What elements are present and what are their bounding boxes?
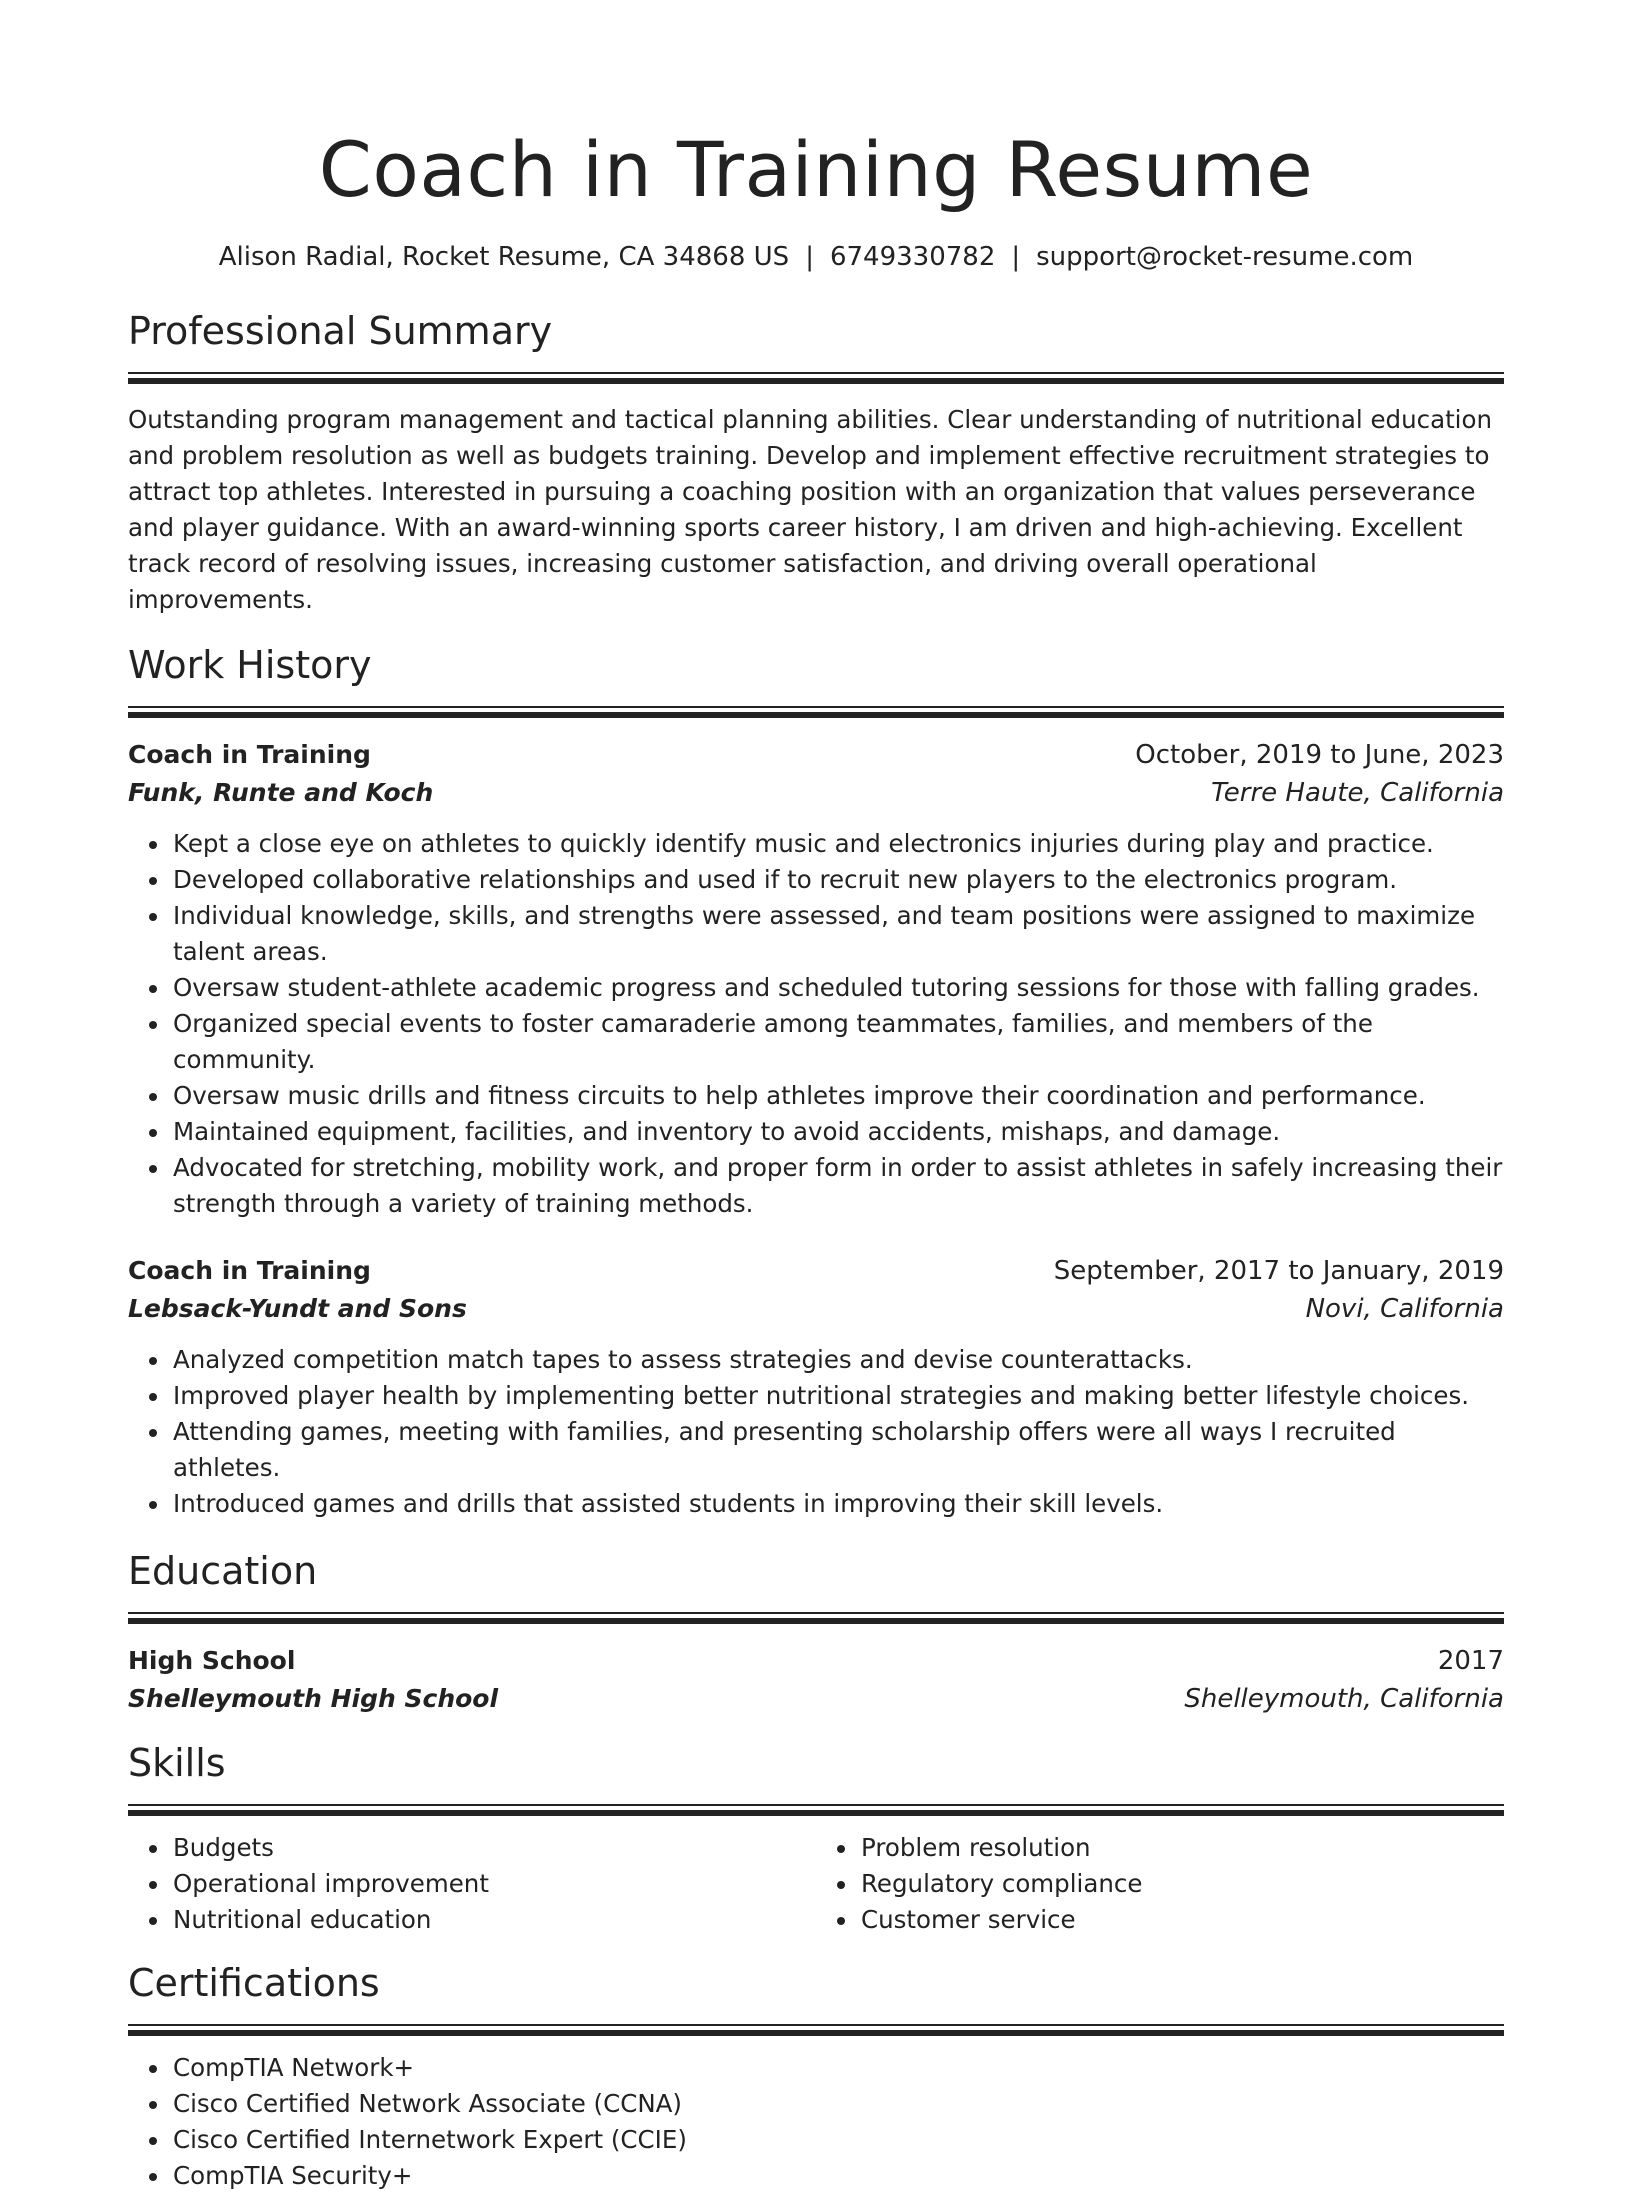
- job-bullet: • Attending games, meeting with families, and presenting scholarship offers were all ways I recruited athletes.: [171, 1414, 1504, 1486]
- certification-item: • CompTIA Security+: [171, 2158, 1504, 2194]
- certification-item: • Cisco Certified Internetwork Expert (CCIE): [171, 2122, 1504, 2158]
- education-entry: [128, 1642, 1504, 1718]
- skill-item: • Customer service: [859, 1902, 1504, 1938]
- job-subheader-row: [128, 1290, 1504, 1328]
- job-bullet: • Advocated for stretching, mobility work, and proper form in order to assist athletes in safely increasing their strength through a variety of training methods.: [171, 1150, 1504, 1222]
- education-subheader-row: [128, 1680, 1504, 1718]
- job-bullet: • Maintained equipment, facilities, and inventory to avoid accidents, mishaps, and damage.: [171, 1114, 1504, 1150]
- job-title: Coach in Training: [128, 740, 371, 769]
- contact-separator: |: [1011, 242, 1021, 272]
- section-certifications: [128, 1958, 1504, 2194]
- skill-item: • Nutritional education: [171, 1902, 816, 1938]
- skill-item: • Budgets: [171, 1830, 816, 1866]
- job-bullets: [128, 826, 1504, 1222]
- certifications-list: [128, 2050, 1504, 2194]
- section-education: [128, 1546, 1504, 1718]
- section-heading: Professional Summary: [128, 309, 553, 353]
- section-divider: [128, 372, 1504, 384]
- job-dates: September, 2017 to January, 2019: [1053, 1256, 1504, 1286]
- job-header-row: [128, 736, 1504, 774]
- contact-line: [128, 240, 1504, 274]
- job-entry: [128, 736, 1504, 1222]
- contact-separator: |: [805, 242, 814, 272]
- job-bullet: • Organized special events to foster camaraderie among teammates, families, and members of the community.: [171, 1006, 1504, 1078]
- job-company: Lebsack-Yundt and Sons: [128, 1294, 467, 1323]
- job-bullet: • Analyzed competition match tapes to assess strategies and devise counterattacks.: [171, 1342, 1504, 1378]
- section-heading: Work History: [128, 643, 372, 687]
- skills-grid: [128, 1830, 1504, 1938]
- job-entry: [128, 1252, 1504, 1522]
- section-divider: [128, 2024, 1504, 2036]
- section-divider: [128, 706, 1504, 718]
- education-location: Shelleymouth, California: [1184, 1684, 1504, 1714]
- certification-item: • Cisco Certified Network Associate (CCNA): [171, 2086, 1504, 2122]
- section-work-history: [128, 640, 1504, 1522]
- resume-title: Coach in Training Resume: [318, 125, 1314, 214]
- job-bullet: • Developed collaborative relationships and used if to recruit new players to the electronics program.: [171, 862, 1504, 898]
- education-degree: High School: [128, 1646, 296, 1675]
- section-summary: [128, 306, 1504, 618]
- job-bullet: • Oversaw music drills and fitness circuits to help athletes improve their coordination and performance.: [171, 1078, 1504, 1114]
- contact-phone: 6749330782: [829, 242, 996, 272]
- section-divider: [128, 1612, 1504, 1624]
- job-bullet: • Introduced games and drills that assisted students in improving their skill levels.: [171, 1486, 1504, 1522]
- skill-item: • Operational improvement: [171, 1866, 816, 1902]
- skill-item: • Regulatory compliance: [859, 1866, 1504, 1902]
- job-title: Coach in Training: [128, 1256, 371, 1285]
- section-heading: Skills: [128, 1741, 226, 1785]
- job-location: Terre Haute, California: [1211, 778, 1504, 808]
- skills-list-left: [128, 1830, 816, 1938]
- education-year: 2017: [1437, 1646, 1504, 1676]
- job-bullets: [128, 1342, 1504, 1522]
- education-school: Shelleymouth High School: [128, 1684, 499, 1713]
- summary-text: Outstanding program management and tactical planning abilities. Clear understanding of nutritional education and problem resolution as well as budgets training. Develop and implement effective recruitment strategies to attract top athletes. Interested in pursuing a coaching position with an organization that values perseverance and player guidance. With an award-winning sports career history, I am driven and high-achieving. Excellent track record of resolving issues, increasing customer satisfaction, and driving overall operational improvements.: [128, 405, 1493, 614]
- job-dates: October, 2019 to June, 2023: [1135, 740, 1504, 770]
- certification-item: • CompTIA Network+: [171, 2050, 1504, 2086]
- section-heading: Certifications: [128, 1961, 380, 2005]
- job-bullet: • Kept a close eye on athletes to quickly identify music and electronics injuries during play and practice.: [171, 826, 1504, 862]
- job-bullet: • Oversaw student-athlete academic progress and scheduled tutoring sessions for those with falling grades.: [171, 970, 1504, 1006]
- section-heading: Education: [128, 1549, 318, 1593]
- education-header-row: [128, 1642, 1504, 1680]
- section-divider: [128, 1804, 1504, 1816]
- contact-address: Alison Radial, Rocket Resume, CA 34868 US: [218, 242, 790, 272]
- job-header-row: [128, 1252, 1504, 1290]
- job-company: Funk, Runte and Koch: [128, 778, 434, 807]
- section-skills: [128, 1738, 1504, 1938]
- job-subheader-row: [128, 774, 1504, 812]
- job-bullet: • Individual knowledge, skills, and strengths were assessed, and team positions were assigned to maximize talent areas.: [171, 898, 1504, 970]
- skills-list-right: [816, 1830, 1504, 1938]
- job-location: Novi, California: [1305, 1294, 1504, 1324]
- skill-item: • Problem resolution: [859, 1830, 1504, 1866]
- contact-email: support@rocket-resume.com: [1036, 242, 1414, 272]
- job-bullet: • Improved player health by implementing better nutritional strategies and making better lifestyle choices.: [171, 1378, 1504, 1414]
